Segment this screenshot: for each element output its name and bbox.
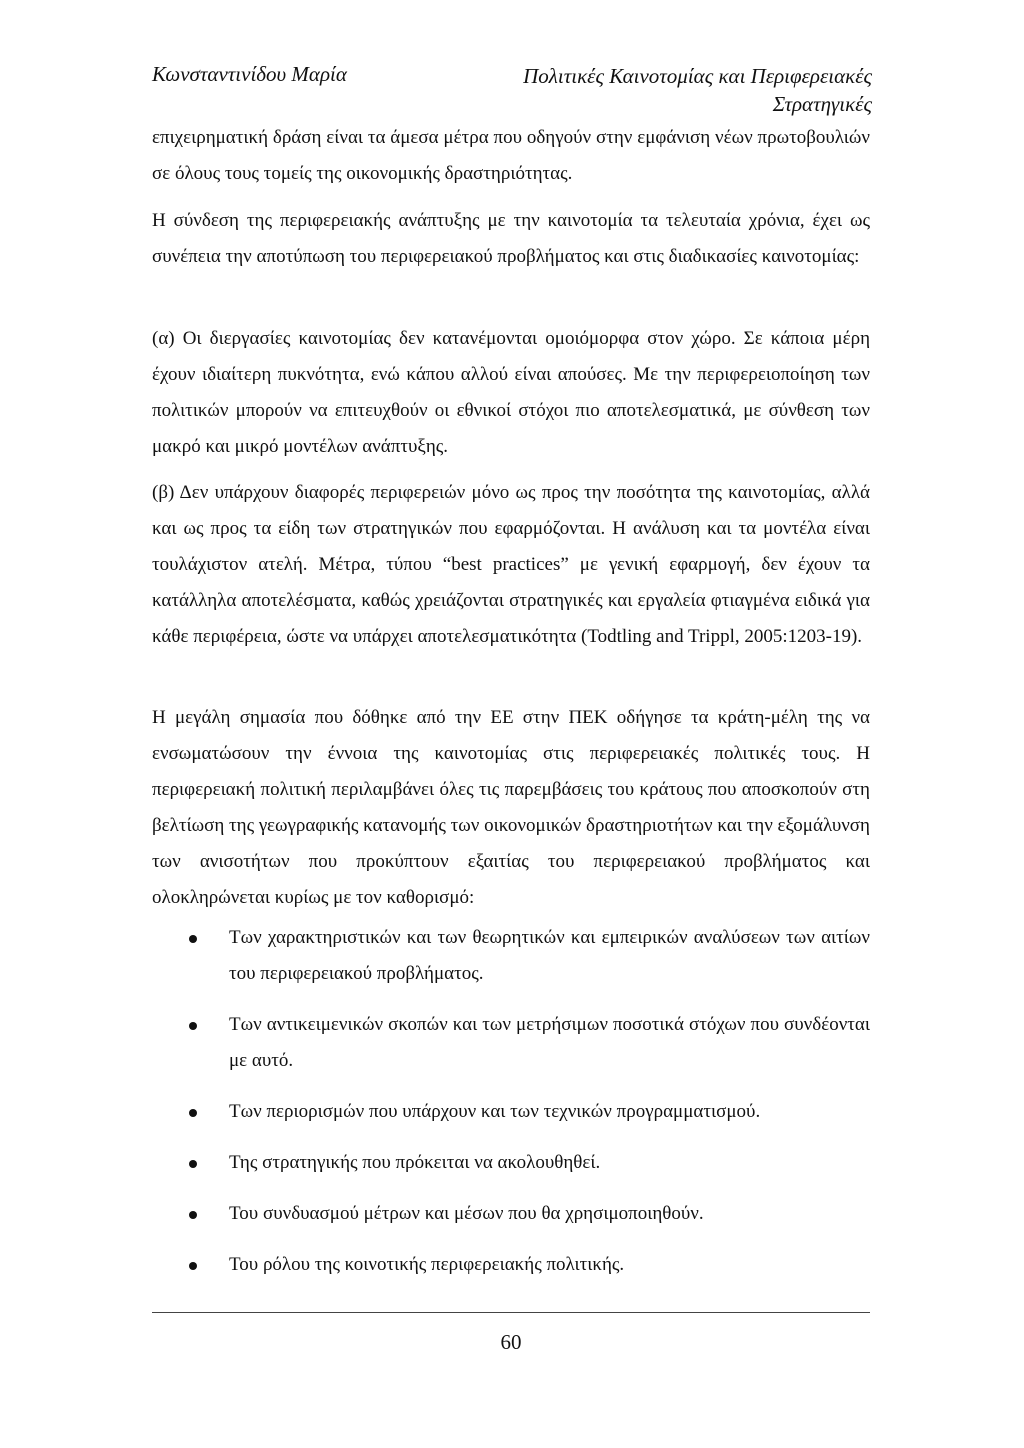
footer-divider: [152, 1312, 870, 1313]
bullet-list: [152, 920, 870, 1298]
paragraph-5: Η μεγάλη σημασία που δόθηκε από την ΕΕ στην ΠΕΚ οδήγησε τα κράτη-μέλη της να ενσωματώσουν την έννοια της καινοτομίας στις περιφερειακές πολιτικές τους. Η περιφερειακή πολιτική περιλαμβάνει όλες τις παρεμβάσεις του κράτους που αποσκοπούν στη βελτίωση της γεωγραφικής κατανομής των οικονομικών δραστηριοτήτων και την εξομάλυνση των ανισοτήτων που προκύπτουν εξαιτίας του περιφερειακού προβλήματος και ολοκληρώνεται κυρίως με τον καθορισμό:: [152, 707, 870, 908]
list-item: [152, 1196, 870, 1232]
bullet-icon: [189, 1160, 197, 1168]
list-item-text: Των χαρακτηριστικών και των θεωρητικών και εμπειρικών αναλύσεων των αιτίων του περιφερειακού προβλήματος.: [229, 927, 870, 984]
list-item-text: Του συνδυασμού μέτρων και μέσων που θα χρησιμοποιηθούν.: [229, 1203, 704, 1224]
list-item: [152, 1007, 870, 1079]
page-number: 60: [500, 1330, 522, 1354]
paragraph-3: (α) Οι διεργασίες καινοτομίας δεν κατανέμονται ομοιόμορφα στον χώρο. Σε κάποια μέρη έχουν ιδιαίτερη πυκνότητα, ενώ κάπου αλλού είναι απούσες. Με την περιφερειοποίηση των πολιτικών μπορούν να επιτευχθούν οι εθνικοί στόχοι πιο αποτελεσματικά, με σύνθεση των μακρό και μικρό μοντέλων ανάπτυξης.: [152, 328, 870, 457]
list-item: [152, 1094, 870, 1130]
list-item: [152, 1247, 870, 1283]
list-item-text: Του ρόλου της κοινοτικής περιφερειακής πολιτικής.: [229, 1254, 625, 1275]
bullet-icon: [189, 935, 197, 943]
paragraph-4: (β) Δεν υπάρχουν διαφορές περιφερειών μόνο ως προς την ποσότητα της καινοτομίας, αλλά και ως προς τα είδη των στρατηγικών που εφαρμόζονται. Η ανάλυση και τα μοντέλα είναι τουλάχιστον ατελή. Μέτρα, τύπου “best practices” με γενική εφαρμογή, δεν έχουν τα κατάλληλα αποτελέσματα, καθώς χρειάζονται στρατηγικές και εργαλεία φτιαγμένα ειδικά για κάθε περιφέρεια, ώστε να υπάρχει αποτελεσματικότητα (Todtling and Trippl, 2005:1203-19).: [152, 482, 870, 647]
list-item-text: Των αντικειμενικών σκοπών και των μετρήσιμων ποσοτικά στόχων που συνδέονται με αυτό.: [229, 1014, 870, 1071]
paragraph-1: επιχειρηματική δράση είναι τα άμεσα μέτρα που οδηγούν στην εμφάνιση νέων πρωτοβουλιών σε όλους τους τομείς της οικονομικής δραστηριότητας.: [152, 127, 870, 184]
list-item-text: Των περιορισμών που υπάρχουν και των τεχνικών προγραμματισμού.: [229, 1101, 761, 1122]
list-item: [152, 1145, 870, 1181]
bullet-icon: [189, 1262, 197, 1270]
list-item: [152, 920, 870, 992]
bullet-icon: [189, 1022, 197, 1030]
bullet-icon: [189, 1211, 197, 1219]
header-author: Κωνσταντινίδου Μαρία: [152, 62, 347, 86]
bullet-icon: [189, 1109, 197, 1117]
list-item-text: Της στρατηγικής που πρόκειται να ακολουθηθεί.: [229, 1152, 601, 1173]
header-title: Πολιτικές Καινοτομίας και Περιφερειακές Στρατηγικές: [523, 64, 872, 116]
paragraph-2: Η σύνδεση της περιφερειακής ανάπτυξης με την καινοτομία τα τελευταία χρόνια, έχει ως συνέπεια την αποτύπωση του περιφερειακού προβλήματος και στις διαδικασίες καινοτομίας:: [152, 210, 870, 267]
